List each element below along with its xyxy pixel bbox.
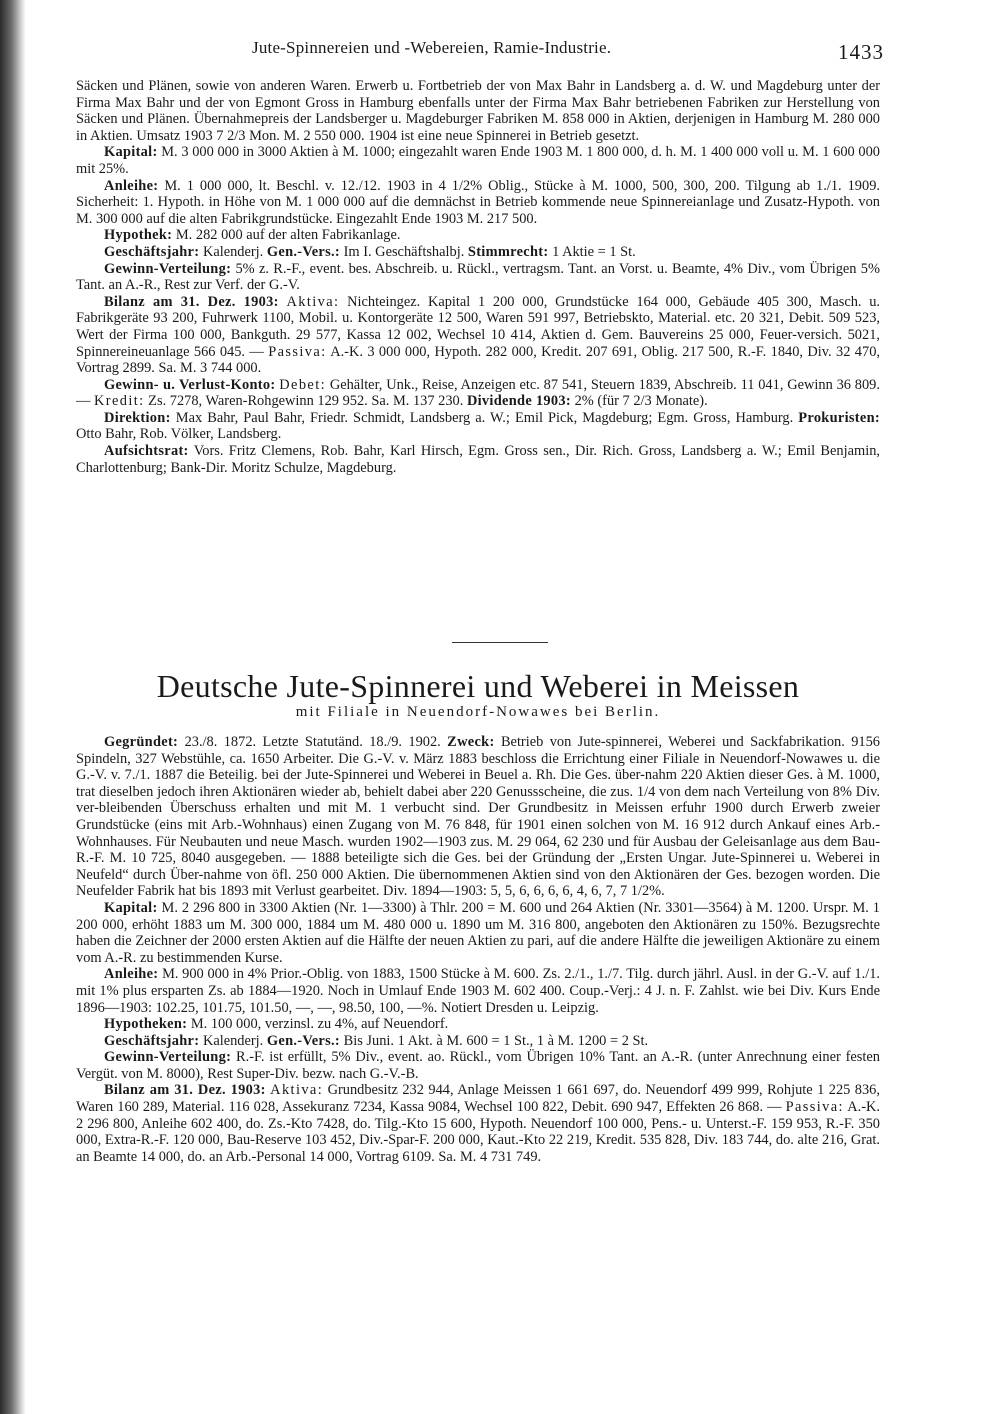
gegruendet-text: 23./8. 1872. Letzte Statutänd. 18./9. 1902. — [184, 734, 441, 750]
stimmrecht-label: Stimmrecht: — [467, 243, 549, 260]
kapital-text: M. 3 000 000 in 3000 Aktien à M. 1000; eingezahlt waren Ende 1903 M. 1 800 000, d. h. M. 1 400 000 voll u. M. 1 600 000 mit 25%. — [76, 144, 880, 177]
hypothek-label: Hypothek: — [104, 227, 173, 244]
prokuristen-text: Otto Bahr, Rob. Völker, Landsberg. — [76, 426, 282, 443]
stimmrecht-text: 1 Aktie = 1 St. — [552, 243, 636, 260]
page-number: 1433 — [838, 40, 884, 64]
kredit-text: Zs. 7278, Waren-Rohgewinn 129 952. Sa. M. 137 230. — [148, 393, 464, 410]
gv-label-2: Gen.-Vers.: — [266, 1032, 340, 1049]
dividende-text: 2% (für 7 2/3 Monate). — [574, 393, 708, 410]
aktiva-text-2: Grundbesitz 232 944, Anlage Meissen 1 661 697, do. Neuendorf 499 999, Rohjute 1 225 836, Waren 160 289, Material. 116 028, Assekuranz 7234, Kassa 9084, Wechsel 100 822, Debit. 690 947, Effekten 26 868. — — [76, 1082, 880, 1116]
direktion-label: Direktion: — [104, 409, 171, 426]
anleihe-paragraph — [76, 178, 880, 228]
company-title: Deutsche Jute-Spinnerei und Weberei in Meissen — [156, 668, 800, 704]
direktion-text: Max Bahr, Paul Bahr, Friedr. Schmidt, Landsberg a. W.; Emil Pick, Magdeburg; Egm. Gross, Hamburg. — [175, 409, 794, 426]
direktion-paragraph — [76, 410, 880, 443]
kapital-label: Kapital: — [104, 144, 158, 161]
entry-max-bahr — [76, 78, 880, 476]
debet-label: Debet: — [279, 376, 327, 393]
anleihe-text-2: M. 900 000 in 4% Prior.-Oblig. von 1883, 1500 Stücke à M. 600. Zs. 2./1., 1./7. Tilg. durch jährl. Ausl. in der G.-V. auf 1./1. mit 1% plus ersparten Zs. ab 1884—1920. Noch in Umlauf Ende 1903 M. 602 400. Coup.-Verj.: 4 J. n. F. Zahlst. wie bei Div. Kurs Ende 1896—1903: 102.25, 101.75, 101.50, —, —, 98.50, 100, —%. Notiert Dresden u. Leipzig. — [76, 966, 880, 1016]
passiva-text: A.-K. 3 000 000, Hypoth. 282 000, Kredit. 207 691, Oblig. 217 500, R.-F. 1840, Div. 32 470, Vortrag 2899. Sa. M. 3 744 000. — [76, 343, 880, 377]
hypotheken-text: M. 100 000, verzinsl. zu 4%, auf Neuendorf. — [190, 1016, 449, 1033]
hypothek-text: M. 282 000 auf der alten Fabrikanlage. — [175, 227, 401, 244]
prokuristen-label: Prokuristen: — [798, 409, 880, 426]
gewinnverteilung-text: 5% z. R.-F., event. bes. Abschreib. u. Rückl., vertragsm. Tant. an Vorst. u. Beamte, 4% Div., vom Übrigen 5% Tant. an A.-R., Rest zur Verf. der G.-V. — [76, 260, 880, 294]
gewinnverteilung-label-2: Gewinn-Verteilung: — [104, 1049, 232, 1066]
hypothek-paragraph — [76, 227, 880, 244]
passiva-label-2: Passiva: — [785, 1099, 844, 1116]
bilanz-paragraph-2 — [76, 1082, 880, 1165]
bilanz-label: Bilanz am 31. Dez. 1903: — [104, 293, 279, 310]
aktiva-label: Aktiva: — [286, 293, 340, 310]
kapital-paragraph — [76, 144, 880, 177]
zweck-label: Zweck: — [447, 734, 495, 750]
gv-text-2: Bis Juni. 1 Akt. à M. 600 = 1 St., 1 à M. 1200 = 2 St. — [343, 1032, 649, 1049]
scan-page-edge — [0, 0, 26, 1414]
aufsichtsrat-text: Vors. Fritz Clemens, Rob. Bahr, Karl Hirsch, Egm. Gross sen., Dir. Rich. Gross, Landsberg a. W.; Emil Benjamin, Charlottenburg; Bank-Dir. Moritz Schulze, Magdeburg. — [76, 443, 880, 476]
gv-label: Gen.-Vers.: — [266, 243, 340, 260]
aufsichtsrat-label: Aufsichtsrat: — [104, 443, 189, 460]
bilanz-paragraph — [76, 294, 880, 377]
gewinnverteilung-paragraph-2 — [76, 1049, 880, 1082]
zweck-text: Betrieb von Jute-spinnerei, Weberei und Sackfabrikation. 9156 Spindeln, 327 Webstühle, ca. 1650 Arbeiter. Die G.-V. v. März 1883 beschloss die Errichtung einer Filiale in Neuendorf-Nowawes u. die G.-V. v. 7./1. 1887 die Beteilig. bei der Jute-Spinnerei und Weberei in Beuel a. Rh. Die Ges. über-nahm 220 Aktien dieser Ges. à M. 1000, trat dieselben jedoch ihren Aktionären wieder ab, behielt dabei aber 220 Genussscheine, die zus. 1/4 von dem nach Verteilung von 8% Div. ver-bleibenden Überschuss erhalten und mit M. 1 verbucht sind. Der Grundbesitz in Meissen erfuhr 1900 durch Erwerb zweier Grundstücke (eins mit Arb.-Wohnhaus) einen Zugang von M. 76 848, für 1901 einen solchen von M. 16 912 durch Ankauf eines Arb.-Wohnhauses. Für Neubauten und neue Masch. wurden 1902—1903 zus. M. 29 064, 62 230 und für Ausbau der Geleisanlage aus dem Bau-R.-F. M. 10 725, 8040 ausgegeben. — 1888 beteiligte sich die Ges. bei der Gründung der „Ersten Ungar. Jute-Spinnerei u. Weberei in Neufeld“ durch Über-nahme von öfl. 250 000 Aktien. Die übernommenen Aktien sind von den Aktionären der Ges. bezogen worden. Die Neufelder Fabrik hat bis 1893 mit Verlust gearbeitet. Div. 1894—1903: 5, 5, 6, 6, 6, 6, 4, 6, 7, 7 1/2%. — [76, 734, 880, 900]
debet-text: Gehälter, Unk., Reise, Anzeigen etc. 87 541, Steuern 1839, Abschreib. 11 041, Gewinn 36 809. — — [76, 376, 880, 410]
intro-paragraph: Säcken und Plänen, sowie von anderen Waren. Erwerb u. Fortbetrieb der von Max Bahr in Landsberg a. d. W. und Magdeburg unter der Firma Max Bahr und der von Egmont Gross in Hamburg ebenfalls unter der Firma Max Bahr betriebenen Fabriken zur Herstellung von Säcken und Plänen. Übernahmepreis der Landsberger u. Magdeburger Fabriken M. 858 000 in Aktien, derjenigen in Hamburg M. 280 000 in Aktien. Umsatz 1903 7 2/3 Mon. M. 2 550 000. 1904 ist eine neue Spinnerei in Betrieb gesetzt. — [76, 78, 880, 144]
entry-meissen — [76, 734, 880, 1165]
kapital-label-2: Kapital: — [104, 899, 158, 916]
kapital-paragraph-2 — [76, 900, 880, 966]
hypotheken-paragraph — [76, 1016, 880, 1033]
guv-label: Gewinn- u. Verlust-Konto: — [104, 376, 276, 393]
gewinnverteilung-text-2: R.-F. ist erfüllt, 5% Div., event. ao. Rückl., vom Übrigen 10% Tant. an A.-R. (unter Anrechnung einer festen Vergüt. von M. 8000), Rest Super-Div. bezw. nach G.-V.-B. — [76, 1049, 880, 1082]
aktiva-label-2: Aktiva: — [270, 1082, 324, 1099]
geschaeftsjahr-paragraph — [76, 244, 880, 261]
passiva-text-2: A.-K. 2 296 800, Anleihe 602 400, do. Zs.-Kto 7428, do. Tilg.-Kto 15 600, Hypoth. Neuendorf 100 000, Pens.- u. Unterst.-F. 159 953, R.-F. 350 000, Extra-R.-F. 120 000, Bau-Reserve 103 452, Div.-Spar-F. 200 000, Kaut.-Kto 22 219, Kredit. 535 828, Div. 183 744, do. alte 216, Grat. an Beamte 14 000, do. an Arb.-Personal 14 000, Vortrag 6109. Sa. M. 4 731 749. — [76, 1099, 880, 1165]
gegruendet-paragraph — [76, 734, 880, 900]
kapital-text-2: M. 2 296 800 in 3300 Aktien (Nr. 1—3300) à Thlr. 200 = M. 600 und 264 Aktien (Nr. 3301—3564) à M. 1200. Urspr. M. 1 200 000, erhöht 1883 um M. 300 000, 1884 um M. 480 000 u. 1890 um M. 316 800, angeboten den Aktionären zu 150%. Bezugsrechte haben die Zeichner der 2000 ersten Aktien auf die Hälfte der neuen Aktien zu pari, auf die andere Hälfte die jeweiligen Aktionäre zu einem vom A.-R. zu bestimmenden Kurse. — [76, 899, 880, 966]
gewinnverteilung-label: Gewinn-Verteilung: — [104, 260, 232, 277]
aktiva-text: Nichteingez. Kapital 1 200 000, Grundstücke 164 000, Gebäude 405 300, Masch. u. Fabrikgeräte 93 200, Fuhrwerk 1100, Mobil. u. Kontorgeräte 12 500, Waren 591 997, Betriebskto, Material. etc. 20 321, Debit. 509 523, Wert der Firma 100 000, Bankguth. 29 577, Kassa 12 002, Wechsel 10 414, Aktien d. Gem. Bauvereins 25 000, Feuer-versich. 5021, Spinnereineuanlage 566 045. — — [76, 293, 880, 360]
gj-label-2: Geschäftsjahr: — [104, 1032, 200, 1049]
gj-text: Kalenderj. — [202, 243, 264, 260]
gj-label: Geschäftsjahr: — [104, 243, 200, 260]
hypotheken-label: Hypotheken: — [104, 1016, 188, 1033]
guv-paragraph — [76, 377, 880, 410]
anleihe-label-2: Anleihe: — [104, 966, 159, 983]
anleihe-text: M. 1 000 000, lt. Beschl. v. 12./12. 1903 in 4 1/2% Oblig., Stücke à M. 1000, 500, 300, 200. Tilgung ab 1./1. 1909. Sicherheit: 1. Hypoth. in Höhe von M. 1 000 000 auf die demnächst in Betrieb kommende neue Spinnereianlage und Zusatz-Hypoth. von M. 300 000 auf die alten Fabrikgrundstücke. Eingezahlt Ende 1903 M. 217 500. — [76, 177, 880, 227]
anleihe-label: Anleihe: — [104, 177, 159, 194]
kredit-label: Kredit: — [94, 393, 145, 410]
passiva-label: Passiva: — [268, 343, 327, 360]
running-header: Jute-Spinnereien und -Webereien, Ramie-Industrie. — [252, 38, 612, 57]
gv-text: Im I. Geschäftshalbj. — [343, 243, 465, 260]
dividende-label: Dividende 1903: — [466, 393, 571, 410]
gegruendet-label: Gegründet: — [104, 734, 179, 750]
anleihe-paragraph-2 — [76, 966, 880, 1016]
gewinnverteilung-paragraph — [76, 261, 880, 294]
aufsichtsrat-paragraph — [76, 443, 880, 476]
gj-text-2: Kalenderj. — [202, 1032, 264, 1049]
bilanz-label-2: Bilanz am 31. Dez. 1903: — [104, 1082, 266, 1099]
section-divider — [452, 642, 548, 643]
geschaeftsjahr-paragraph-2 — [76, 1033, 880, 1050]
company-subtitle: mit Filiale in Neuendorf-Nowawes bei Berlin. — [295, 704, 661, 720]
